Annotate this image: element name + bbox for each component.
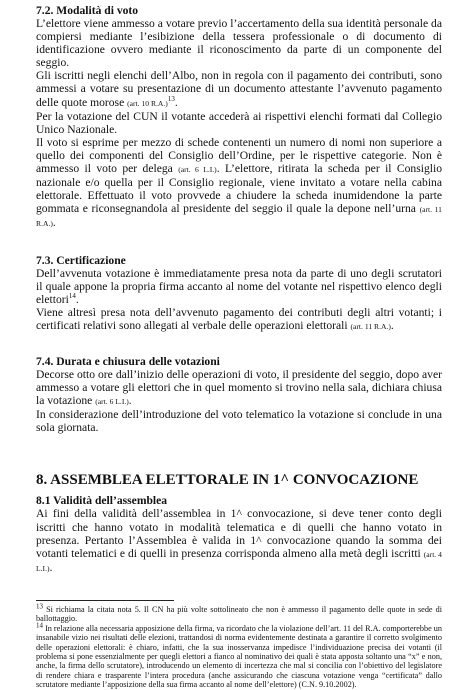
paragraph-text: L’elettore viene ammesso a votare previo l’accertamento della sua identità personale da compiersi mediante l’esibizione della tessera professionale o di documento di identificazione ovvero mediante il riconoscimento da parte di un componente del seggio. bbox=[36, 17, 442, 70]
section-title: 8.1 Validità dell’assemblea bbox=[36, 494, 168, 508]
paragraph bbox=[36, 408, 442, 434]
paragraph-text: Ai fini della validità dell’assemblea in 1^ convocazione, si deve tener conto degli iscritti che hanno votato in modalità telematica e di quelli che hanno votato in presenza. Pertanto l’Assemblea è valida in 1^ convocazione quando la somma dei votanti telematici e di quelli in presenza corrisponda almeno alla metà degli iscritti bbox=[36, 507, 442, 560]
section-title: 7.2. Modalità di voto bbox=[36, 4, 139, 17]
section-7-2 bbox=[36, 4, 442, 231]
footnote-marker[interactable]: 14 bbox=[68, 291, 76, 300]
paragraph bbox=[36, 110, 442, 136]
paragraph-text: Dell’avvenuta votazione è immediatamente presa nota da parte di uno degli scrutatori il quale appone la propria firma accanto al nome del votante nel rispettivo elenco degli elettori bbox=[36, 266, 442, 306]
paragraph bbox=[36, 136, 442, 231]
footnote-text: In relazione alla necessaria apposizione della firma, va ricordato che la violazione dell’art. 11 del R.A. comporterebbe un insanabile vizio nei risultati delle elezioni, trattandosi di norma evidentemente destinata a garantire il corretto svolgimento delle operazioni elettorali: è chiaro, infatti, che la sua inosservanza impedisce l’individuazione precisa dei votanti (il problema si pone essenzialmente per quegli elettori a fianco al nominativo dei quali è stata apposta soltanto una “x” e non, anche, la firma dello scrutatore), introducendo un elemento di incertezza che mal si concilia con l’obiettivo del legislatore di rendere chiara e trasparente l’intera procedura (anche assicurando che ciascuna votazione venga “certificata” dallo scrutatore mediante l’apposizione della sua firma accanto al nome dell’elettore) (C.N. 9.10.2002). bbox=[36, 623, 442, 690]
section-7-3 bbox=[36, 254, 442, 333]
section-7-4 bbox=[36, 355, 442, 434]
paragraph bbox=[36, 368, 442, 408]
paragraph bbox=[36, 306, 442, 333]
footnotes bbox=[36, 602, 443, 690]
paragraph-end: . bbox=[174, 95, 178, 109]
paragraph-end: . bbox=[128, 394, 132, 408]
legal-reference: (art. 6 L.I.) bbox=[95, 397, 129, 407]
legal-reference: (art. 10 R.A.) bbox=[127, 98, 168, 108]
footnote-separator bbox=[36, 600, 174, 601]
footnote-marker[interactable]: 13 bbox=[167, 94, 175, 103]
paragraph-text: Gli iscritti negli elenchi dell’Albo, non in regola con il pagamento dei contributi, sono ammessi a votare su presentazione di un documento attestante l’avvenuto pagamento delle quote morose bbox=[36, 69, 442, 109]
legal-reference: (art. 6 L.I.) bbox=[178, 165, 217, 175]
footnote-number: 13 bbox=[36, 602, 43, 611]
chapter-title: 8. ASSEMBLEA ELETTORALE IN 1^ CONVOCAZIONE bbox=[36, 472, 419, 489]
paragraph-end: . bbox=[75, 292, 79, 306]
paragraph bbox=[36, 267, 442, 306]
legal-reference: (art. 11 R.A.) bbox=[36, 205, 442, 229]
paragraph bbox=[36, 507, 442, 574]
paragraph-text: Viene altresì presa nota dell’avvenuto pagamento dei contributi degli altri votanti; i certificati relativi sono allegati al verbale delle operazioni elettorali bbox=[36, 305, 442, 332]
paragraph-text: In considerazione dell’introduzione del voto telematico la votazione si conclude in una sola giornata. bbox=[36, 408, 442, 435]
section-title: 7.3. Certificazione bbox=[36, 253, 126, 267]
paragraph-end: . bbox=[49, 560, 53, 574]
paragraph-text: Decorse otto ore dall’inizio delle operazioni di voto, il presidente del seggio, dopo aver ammesso a votare gli elettori che in quel momento si trovino nella sala, dichiara chiusa la votazione bbox=[36, 367, 442, 408]
legal-reference: (art. 4 L.I.) bbox=[36, 549, 442, 573]
paragraph-end: . bbox=[390, 318, 394, 332]
footnote bbox=[36, 620, 442, 690]
footnote bbox=[36, 602, 443, 624]
paragraph-text: Il voto si esprime per mezzo di schede contenenti un numero di nomi non superiore a quello dei componenti del Consiglio dell’Ordine, per le rispettive categorie. Non è ammesso il voto per delega bbox=[36, 135, 442, 176]
spacer bbox=[36, 231, 442, 254]
spacer bbox=[36, 333, 442, 355]
paragraph-text: . L’elettore, ritirata la scheda per il Consiglio nazionale e/o quella per il Consiglio regionale, viene invitato a votare nella cabina elettorale. Effettuato il voto provvede a chiudere la scheda inumidendone la parte gommata e riconsegnandola al presidente del seggio il quale la depone nell’urna bbox=[36, 162, 442, 216]
legal-reference: (art. 11 R.A.) bbox=[350, 321, 391, 331]
paragraph bbox=[36, 17, 442, 69]
footnote-number: 14 bbox=[36, 620, 43, 629]
paragraph bbox=[36, 69, 442, 109]
paragraph-end: . bbox=[52, 216, 56, 230]
footnote-text: Si richiama la citata nota 5. Il CN ha più volte sottolineato che non è ammesso il pagamento delle quote in sede di ballottaggio. bbox=[36, 604, 443, 624]
section-title: 7.4. Durata e chiusura delle votazioni bbox=[36, 354, 220, 368]
section-8 bbox=[36, 472, 442, 574]
paragraph-text: Per la votazione del CUN il votante accederà ai rispettivi elenchi formati dal Collegio Unico Nazionale. bbox=[36, 109, 442, 136]
spacer bbox=[36, 434, 442, 472]
